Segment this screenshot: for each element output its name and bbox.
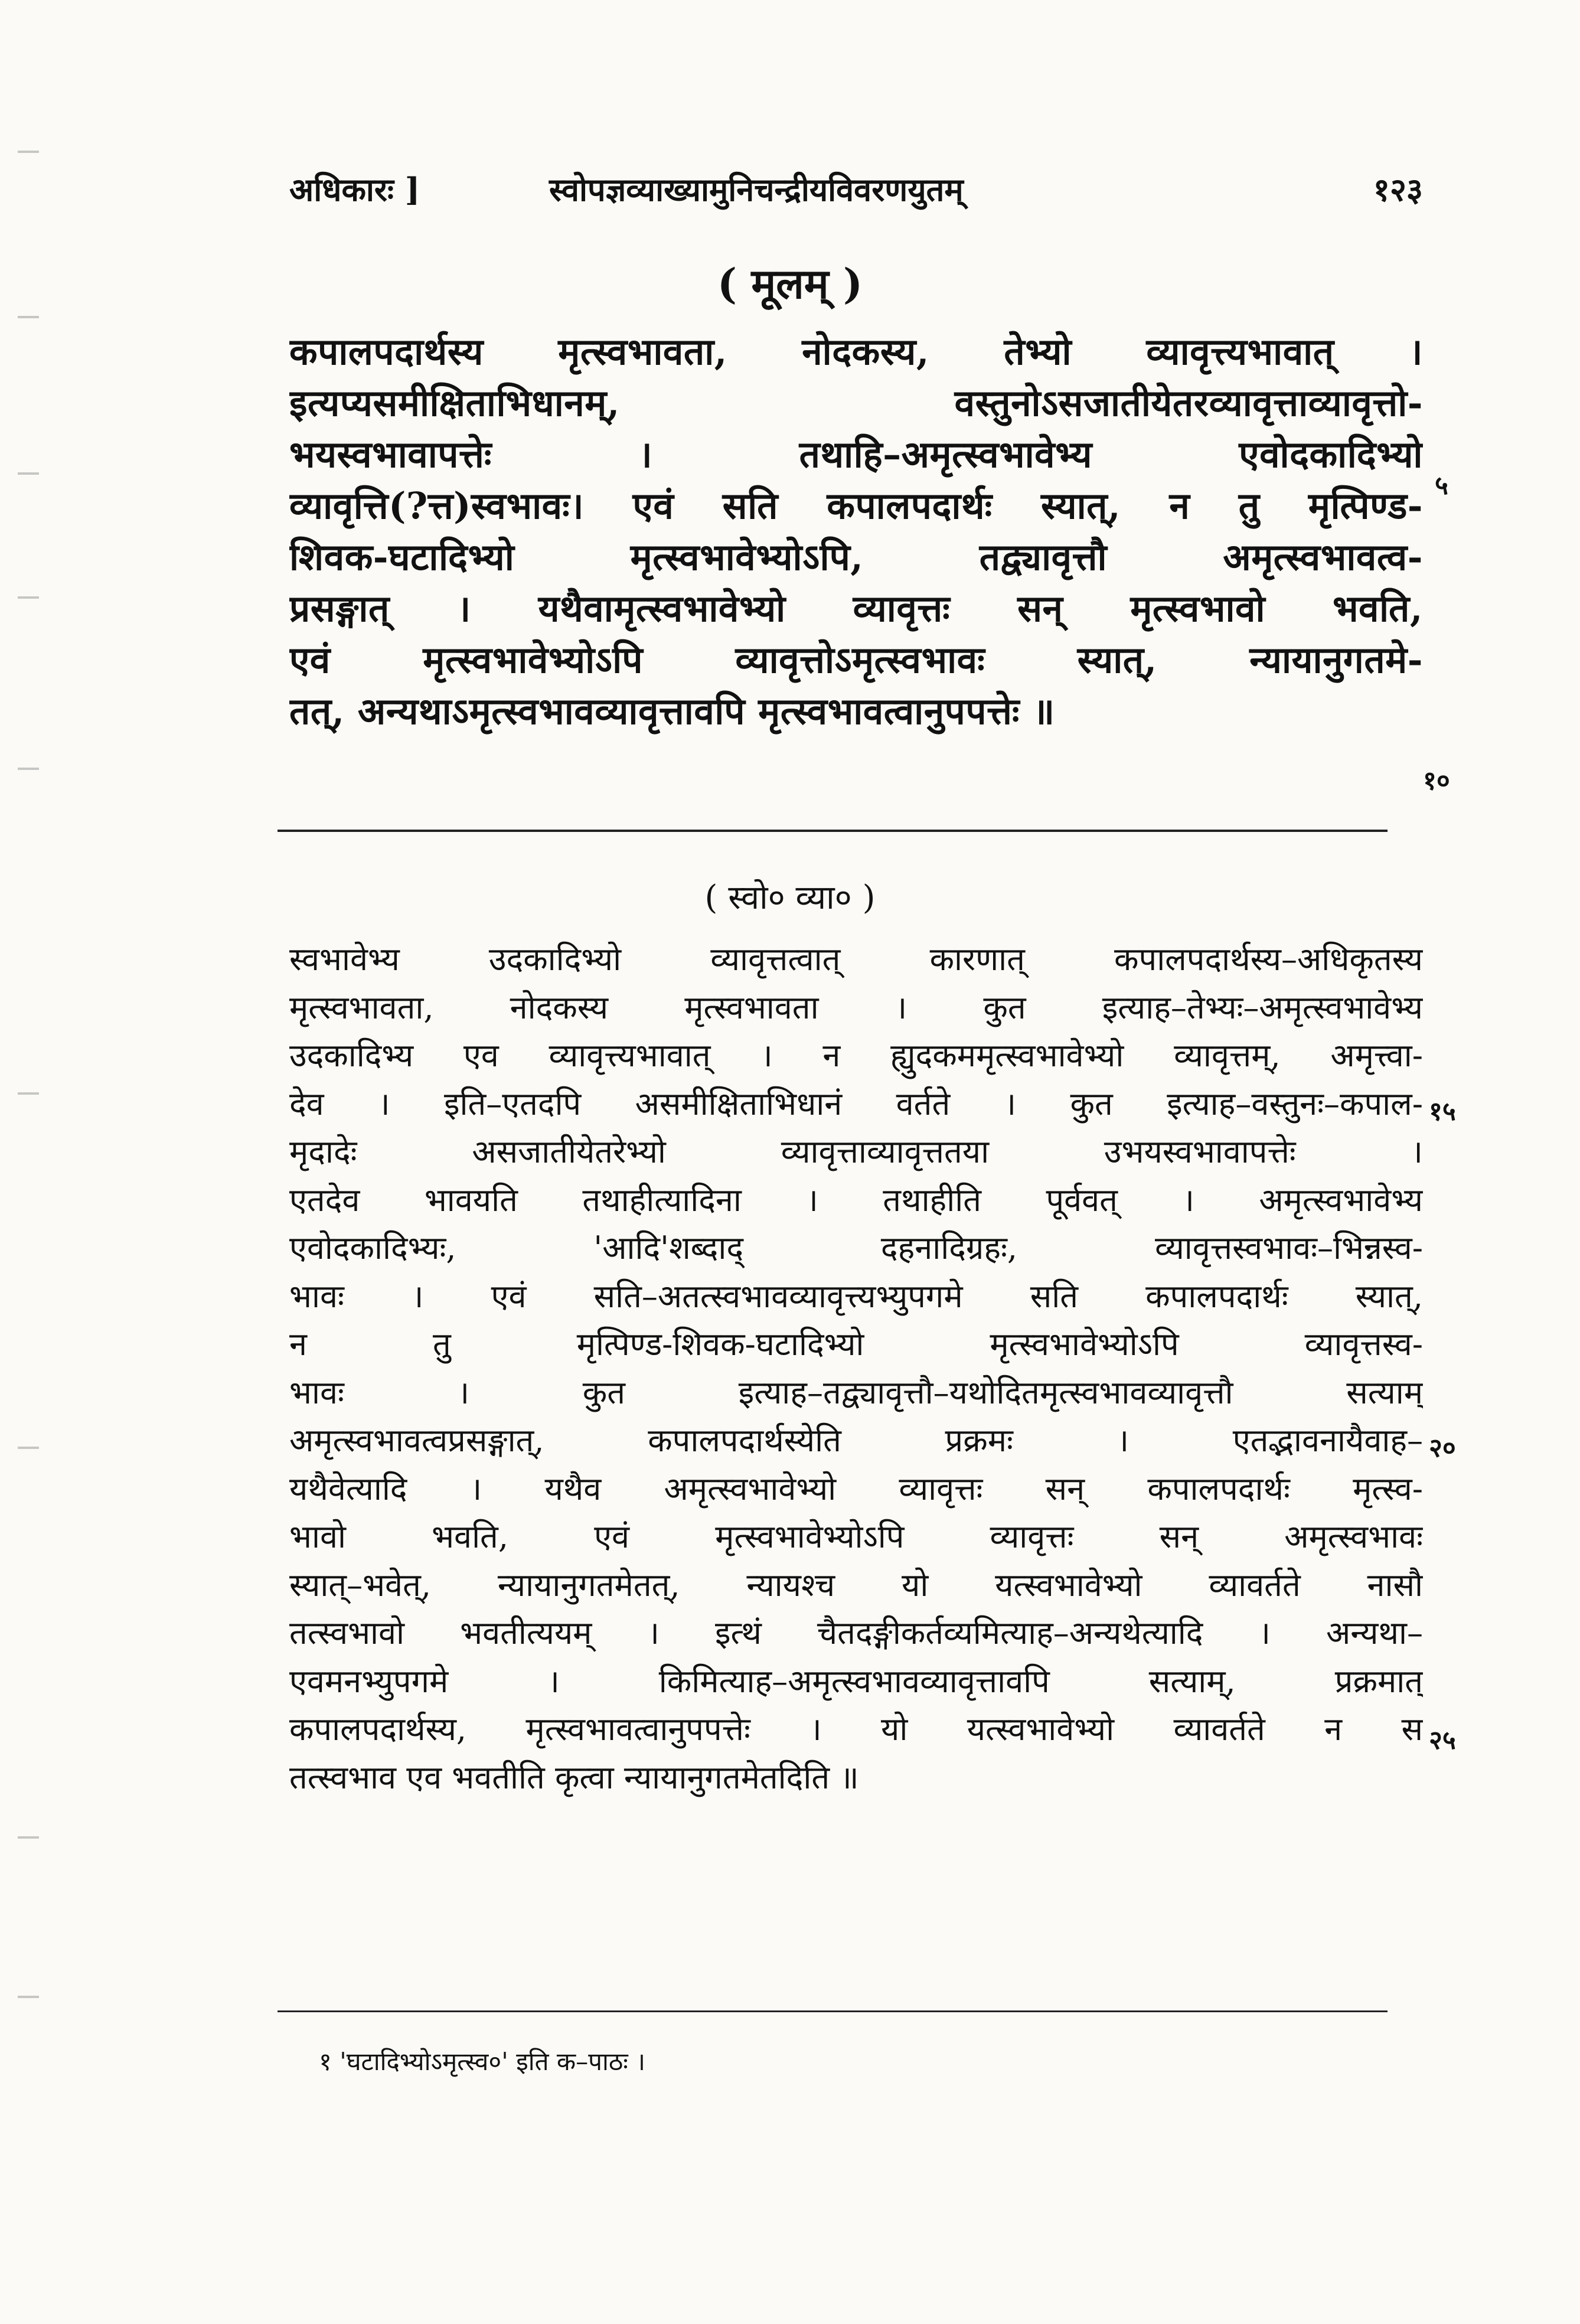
scan-edge-mark [18, 1836, 39, 1839]
commentary-line: अमृत्स्वभावत्वप्रसङ्गात्, कपालपदार्थस्येति प्रक्रमः । एतद्भावनायैवाह– [289, 1422, 1423, 1459]
mula-line: इत्यप्यसमीक्षिताभिधानम्, वस्तुनोऽसजातीयेतरव्यावृत्ताव्यावृत्तो- [289, 381, 1423, 425]
commentary-line: तत्स्वभावो भवतीत्ययम् । इत्थं चैतदङ्गीकर्तव्यमित्याह–अन्यथेत्यादि । अन्यथा– [289, 1614, 1423, 1651]
commentary-line: भावो भवति, एवं मृत्स्वभावेभ्योऽपि व्यावृत्तः सन् अमृत्स्वभावः [289, 1518, 1423, 1555]
commentary-line: भावः । कुत इत्याह–तद्व्यावृत्तौ–यथोदितमृत्स्वभावव्यावृत्तौ सत्याम् [289, 1373, 1423, 1411]
header-chapter-label: अधिकारः ] [289, 171, 420, 208]
scan-edge-mark [18, 768, 39, 770]
running-header [289, 167, 1423, 214]
mula-line: व्यावृत्ति(?त्त)स्वभावः। एवं सति कपालपदार्थः स्यात्, न तु मृत्पिण्ड- [289, 484, 1423, 527]
line-number: १५ [1429, 1096, 1456, 1127]
scan-edge-mark [18, 1996, 39, 1998]
mula-line: कपालपदार्थस्य मृत्स्वभावता, नोदकस्य, तेभ्यो व्यावृत्त्यभावात् । [289, 330, 1423, 373]
page-number: १२३ [1373, 171, 1423, 208]
mula-section-title: ( मूलम् ) [717, 259, 863, 308]
line-number: ५ [1435, 471, 1448, 501]
commentary-line: मृदादेः असजातीयेतरेभ्यो व्यावृत्ताव्यावृत्ततया उभयस्वभावापत्तेः । [289, 1133, 1423, 1170]
mula-line: शिवक-घटादिभ्यो मृत्स्वभावेभ्योऽपि, तद्व्यावृत्तौ अमृत्स्वभावत्व- [289, 536, 1423, 579]
scan-edge-mark [18, 1447, 39, 1449]
line-number: २० [1429, 1433, 1456, 1463]
commentary-line: कपालपदार्थस्य, मृत्स्वभावत्वानुपपत्तेः । यो यत्स्वभावेभ्यो व्यावर्तते न स [289, 1711, 1423, 1748]
commentary-line: देव । इति–एतदपि असमीक्षिताभिधानं वर्तते । कुत इत्याह–वस्तुनः–कपाल- [289, 1085, 1423, 1122]
scan-edge-mark [18, 316, 39, 318]
mula-line: प्रसङ्गात् । यथैवामृत्स्वभावेभ्यो व्यावृत्तः सन् मृत्स्वभावो भवति, [289, 587, 1423, 630]
scan-edge-mark [18, 151, 39, 153]
mula-text-block [289, 326, 1423, 737]
footnote-divider [278, 2010, 1388, 2012]
scan-edge-mark [18, 472, 39, 475]
section-divider [278, 830, 1388, 832]
scan-edge-mark [18, 596, 39, 599]
line-number: २५ [1429, 1725, 1456, 1755]
commentary-section-title: ( स्वो० व्या० ) [704, 879, 876, 917]
commentary-line: न तु मृत्पिण्ड-शिवक-घटादिभ्यो मृत्स्वभावेभ्योऽपि व्यावृत्तस्व- [289, 1326, 1423, 1363]
header-book-title: स्वोपज्ञव्याख्यामुनिचन्द्रीयविवरणयुतम् [549, 171, 964, 208]
mula-line: एवं मृत्स्वभावेभ्योऽपि व्यावृत्तोऽमृत्स्वभावः स्यात्, न्यायानुगतमे- [289, 638, 1423, 681]
mula-line: भयस्वभावापत्तेः । तथाहि–अमृत्स्वभावेभ्य एवोदकादिभ्यो [289, 433, 1423, 476]
commentary-line: एतदेव भावयति तथाहीत्यादिना । तथाहीति पूर्ववत् । अमृत्स्वभावेभ्य [289, 1181, 1423, 1219]
footnote: १ 'घटादिभ्योऽमृत्स्व०' इति क–पाठः । [319, 2047, 646, 2076]
commentary-line: स्वभावेभ्य उदकादिभ्यो व्यावृत्तत्वात् कारणात् कपालपदार्थस्य–अधिकृतस्य [289, 941, 1423, 978]
scan-edge-mark [18, 1092, 39, 1095]
line-number: १० [1423, 766, 1450, 796]
commentary-line: एवोदकादिभ्यः, 'आदि'शब्दाद् दहनादिग्रहः, व्यावृत्तस्वभावः–भिन्नस्व- [289, 1229, 1423, 1267]
commentary-line: यथैवेत्यादि । यथैव अमृत्स्वभावेभ्यो व्यावृत्तः सन् कपालपदार्थः मृत्स्व- [289, 1470, 1423, 1507]
mula-line: तत्, अन्यथाऽमृत्स्वभावव्यावृत्तावपि मृत्स्वभावत्वानुपपत्तेः ॥ [289, 690, 1055, 733]
commentary-line: मृत्स्वभावता, नोदकस्य मृत्स्वभावता । कुत इत्याह–तेभ्यः–अमृत्स्वभावेभ्य [289, 988, 1423, 1026]
commentary-line: उदकादिभ्य एव व्यावृत्त्यभावात् । न ह्युदकममृत्स्वभावेभ्यो व्यावृत्तम्, अमृत्त्वा- [289, 1037, 1423, 1074]
commentary-line: स्यात्–भवेत्, न्यायानुगतमेतत्, न्यायश्च यो यत्स्वभावेभ्यो व्यावर्तते नासौ [289, 1566, 1423, 1604]
commentary-line: एवमनभ्युपगमे । किमित्याह–अमृत्स्वभावव्यावृत्तावपि सत्याम्, प्रक्रमात् [289, 1662, 1423, 1700]
commentary-line: तत्स्वभाव एव भवतीति कृत्वा न्यायानुगतमेतदिति ॥ [289, 1758, 859, 1796]
commentary-line: भावः । एवं सति–अतत्स्वभावव्यावृत्त्यभ्युपगमे सति कपालपदार्थः स्यात्, [289, 1277, 1423, 1315]
commentary-text-block [289, 936, 1423, 1802]
